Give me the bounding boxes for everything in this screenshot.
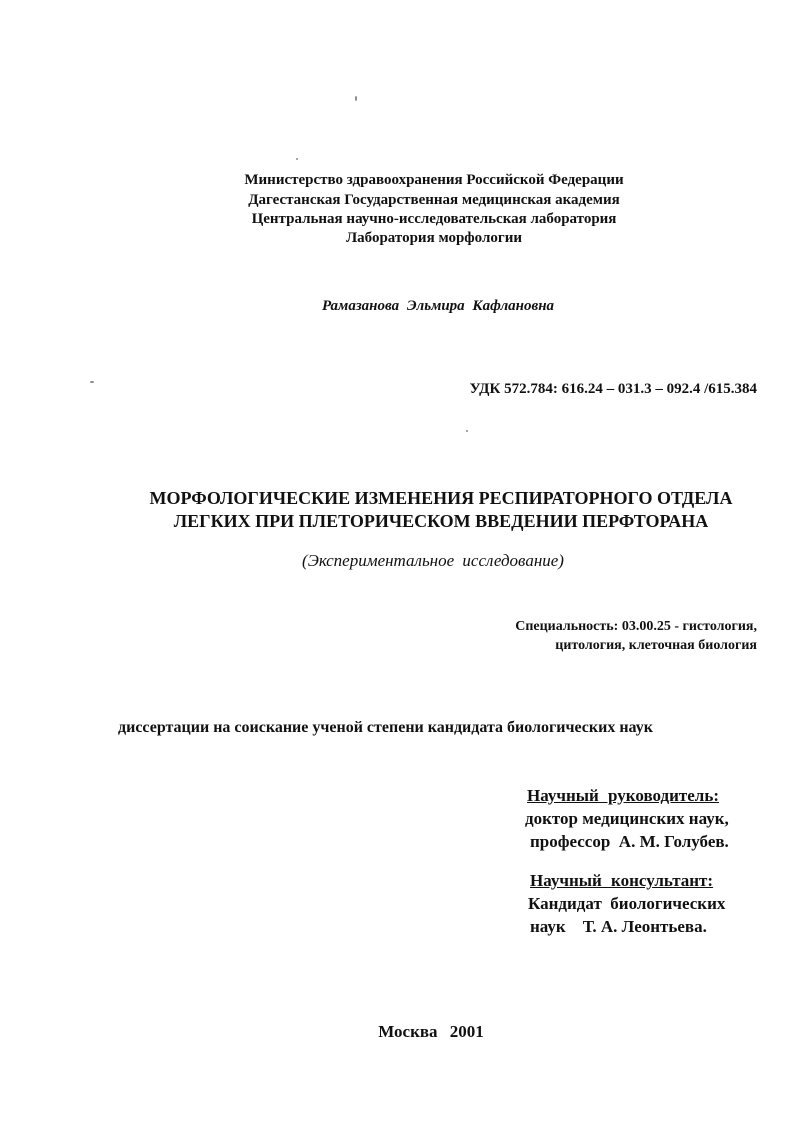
supervisor-degree: доктор медицинских наук, [525,809,729,828]
morphology-lab-line: Лаборатория морфологии [345,230,522,246]
subtitle: (Экспериментальное исследование) [302,551,564,570]
consultant-name: наук Т. А. Леонтьева. [530,917,707,936]
consultant-block [530,869,725,938]
consultant-degree: Кандидат биологических [528,894,726,913]
degree-statement: диссертации на соискание ученой степени кандидата биологических наук [118,719,653,736]
title-line-2: ЛЕГКИХ ПРИ ПЛЕТОРИЧЕСКОМ ВВЕДЕНИИ ПЕРФТОРАНА [173,511,709,531]
consultant-heading: Научный консультант: [530,871,714,890]
specialty-line-2: цитология, клеточная биология [555,638,757,653]
scan-speck [296,158,298,160]
scan-speck [355,96,357,101]
city-year: Москва 2001 [378,1022,484,1041]
scan-speck [90,381,94,383]
supervisor-block [527,784,729,853]
scan-speck [466,430,468,432]
author-name: Рамазанова Эльмира Кафлановна [321,298,555,314]
specialty-line-1: Специальность: 03.00.25 - гистология, [515,619,757,634]
supervisor-heading: Научный руководитель: [527,786,719,805]
supervisor-name: профессор А. М. Голубев. [530,832,729,851]
ministry-line: Министерство здравоохранения Российской Федерации [244,172,624,188]
udk-code: УДК 572.784: 616.24 – 031.3 – 092.4 /615.384 [469,381,757,397]
academy-line: Дагестанская Государственная медицинская академия [248,192,620,208]
central-lab-line: Центральная научно-исследовательская лаборатория [251,211,617,227]
title-line-1: МОРФОЛОГИЧЕСКИЕ ИЗМЕНЕНИЯ РЕСПИРАТОРНОГО ОТДЕЛА [149,488,733,508]
